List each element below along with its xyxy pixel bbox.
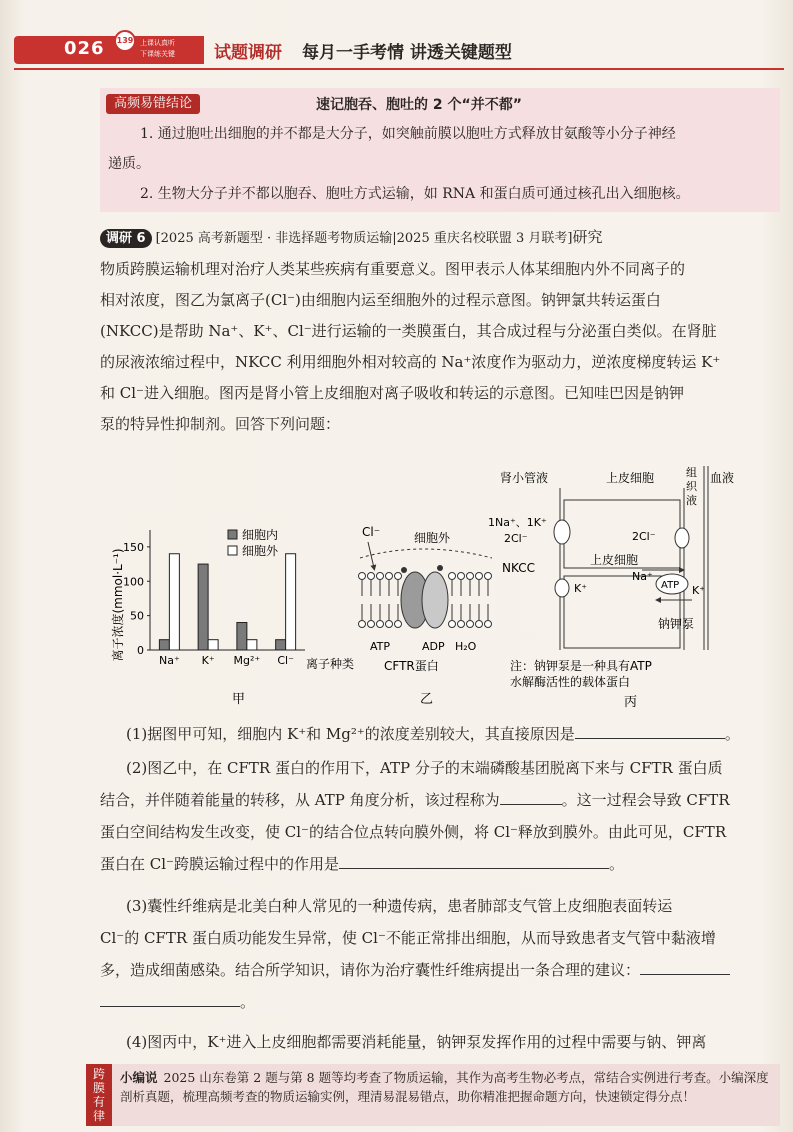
epithelial-top-label: 上皮细胞 xyxy=(606,471,655,485)
outside-label: 细胞外 xyxy=(414,531,451,545)
lipid-head xyxy=(449,621,456,628)
badge-icon: 139 xyxy=(114,30,136,52)
y-tick-label: 0 xyxy=(137,644,144,657)
note-line-2: 水解酶活性的载体蛋白 xyxy=(510,675,631,689)
x-tick-label: Cl⁻ xyxy=(277,654,294,667)
lipid-head xyxy=(395,573,402,580)
bar-out xyxy=(169,554,179,650)
x-tick-label: K⁺ xyxy=(201,654,215,667)
answer-blank[interactable] xyxy=(500,785,562,805)
bar-in xyxy=(276,640,286,650)
question-line-0: 调研 6 [2025 高考新题型 · 非选择题考物质运输|2025 重庆名校联盟 3 月联考]研究 xyxy=(100,222,780,254)
legend-in-label: 细胞内 xyxy=(242,528,279,542)
lipid-head xyxy=(377,573,384,580)
x-tick-label: Na⁺ xyxy=(158,654,180,667)
chart-xlabel: 离子种类 xyxy=(306,657,355,671)
cell-boundary-dashed xyxy=(360,549,492,558)
footer-text: 2025 山东卷第 2 题与第 8 题等均考查了物质运输，其作为高考生物必考点，常结合实例进行考查。小编深度剖析真题，梳理高频考查的物质运输实例，理清易混易错点，助你精准把握命题方向，快速锁定得分点！ xyxy=(120,1070,769,1104)
answer-blank[interactable] xyxy=(339,849,609,869)
bar-out xyxy=(286,554,296,650)
lipid-head xyxy=(386,573,393,580)
sub-question-2: (2)图乙中，在 CFTR 蛋白的作用下，ATP 分子的末端磷酸基团脱离下来与 CFTR 蛋白质 结合，并伴随着能量的转移，从 ATP 角度分析，该过程称为 。这一过程会导致 CFTR 蛋白空间结构发生改变，使 Cl⁻的结合位点转向膜外侧，将 Cl⁻释放到膜外。由此可见，CFTR 蛋白在 Cl⁻跨膜运输过程中的作用是 。 xyxy=(100,759,730,873)
atp-label: ATP xyxy=(370,640,391,653)
tubule-fluid-label: 肾小管液 xyxy=(500,471,549,485)
chart-ylabel: 离子浓度(mmol·L⁻¹) xyxy=(111,548,125,662)
header-divider xyxy=(14,68,784,70)
figure-bing-renal-diagram xyxy=(482,460,782,712)
bar-in xyxy=(237,623,247,651)
sub-question-3: (3)囊性纤维病是北美白种人常见的一种遗传病，患者肺部支气管上皮细胞表面转运 Cl⁻的 CFTR 蛋白质功能发生异常，使 Cl⁻不能正常排出细胞，从而导致患者支气管中黏液增 多，造成细菌感染。结合所学知识，请你为治疗囊性纤维病提出一条合理的建议： 。 xyxy=(100,890,780,1018)
lipid-head xyxy=(449,573,456,580)
adp-label: ADP xyxy=(422,640,445,653)
cl-channel xyxy=(675,528,689,548)
sub-question-1: (1)据图甲可知，细胞内 K⁺和 Mg²⁺的浓度差别较大，其直接原因是 。 xyxy=(100,718,780,750)
lipid-head xyxy=(467,573,474,580)
tip-point-1a: 1. 通过胞吐出细胞的并不都是大分子，如突触前膜以胞吐方式释放甘氨酸等小分子神经 xyxy=(140,126,676,142)
legend-out-swatch xyxy=(228,546,237,555)
sub-question-4: (4)图丙中，K⁺进入上皮细胞都需要消耗能量，钠钾泵发挥作用的过程中需要与钠、钾离 xyxy=(126,1033,707,1051)
tip-point-1b: 递质。 xyxy=(108,156,150,172)
bar-in xyxy=(198,564,208,650)
bar-out xyxy=(247,640,257,650)
cl-label: Cl⁻ xyxy=(362,525,381,539)
k-left-label: K⁺ xyxy=(574,582,588,595)
lipid-head xyxy=(377,621,384,628)
tip-point-2: 2. 生物大分子并不都以胞吞、胞吐方式运输，如 RNA 和蛋白质可通过核孔出入细胞核。 xyxy=(140,186,690,202)
question-line: (NKCC)是帮助 Na⁺、K⁺、Cl⁻进行运输的一类膜蛋白，其合成过程与分泌蛋白类似。在肾脏 xyxy=(100,322,717,340)
lipid-head xyxy=(359,573,366,580)
ions-in-label: 1Na⁺、1K⁺ xyxy=(488,516,547,529)
blood-label: 血液 xyxy=(710,471,735,485)
cftr-label: CFTR蛋白 xyxy=(384,659,439,673)
nkcc-label: NKCC xyxy=(502,561,535,575)
note-line-1: 注：钠钾泵是一种具有ATP xyxy=(510,659,652,673)
question-line: 泵的特异性抑制剂。回答下列问题： xyxy=(100,415,341,433)
header-slogan: 上课认真听 下课练关键 xyxy=(140,39,175,58)
figure-bing-caption: 丙 xyxy=(624,695,638,710)
footer-note xyxy=(90,1064,780,1126)
epithelial-mid-label: 上皮细胞 xyxy=(590,553,639,567)
lipid-head xyxy=(467,621,474,628)
cl-ion xyxy=(401,567,407,573)
header-title: 试题调研 xyxy=(214,43,282,63)
lipid-head xyxy=(368,573,375,580)
question-tag: 调研 6 xyxy=(100,229,152,248)
page-number: 026 xyxy=(64,38,105,59)
cl-in-label: 2Cl⁻ xyxy=(504,532,528,545)
legend-in-swatch xyxy=(228,530,237,539)
figure-yi-caption: 乙 xyxy=(420,692,434,707)
tip-tag: 高频易错结论 xyxy=(106,94,200,114)
na-label: Na⁺ xyxy=(632,570,653,583)
pump-label: 钠钾泵 xyxy=(658,617,695,631)
answer-blank[interactable] xyxy=(100,987,240,1007)
lipid-head xyxy=(368,621,375,628)
lipid-head xyxy=(395,621,402,628)
pump-atp-label: ATP xyxy=(661,580,680,591)
h2o-label: H₂O xyxy=(455,640,477,653)
question-line: 和 Cl⁻进入细胞。图丙是肾小管上皮细胞对离子吸收和转运的示意图。已知哇巴因是钠钾 xyxy=(100,384,684,402)
y-tick-label: 100 xyxy=(123,575,144,589)
header-subtitle: 每月一手考情 讲透关键题型 xyxy=(302,43,512,63)
lipid-head xyxy=(458,621,465,628)
cftr-subunit-right xyxy=(422,572,448,628)
y-tick-label: 150 xyxy=(123,540,144,554)
answer-blank[interactable] xyxy=(575,719,725,739)
lipid-head xyxy=(386,621,393,628)
question-source: [2025 高考新题型 · 非选择题考物质运输|2025 重庆名校联盟 3 月联考] xyxy=(155,231,573,246)
question-line: 相对浓度，图乙为氯离子(Cl⁻)由细胞内运至细胞外的过程示意图。钠钾氯共转运蛋白 xyxy=(100,291,661,309)
lipid-head xyxy=(359,621,366,628)
question-line: 物质跨膜运输机理对治疗人类某些疾病有重要意义。图甲表示人体某细胞内外不同离子的 xyxy=(100,260,686,278)
footer-tag: 跨 膜 有 律 xyxy=(86,1064,112,1126)
figure-jia-caption: 甲 xyxy=(232,692,246,707)
k-channel xyxy=(555,579,569,597)
x-tick-label: Mg²⁺ xyxy=(233,654,261,667)
tip-box xyxy=(100,88,780,212)
bar-in xyxy=(159,640,169,650)
question-stem xyxy=(100,222,780,440)
figure-jia-bar-chart xyxy=(110,510,355,710)
figure-yi-cftr-diagram xyxy=(352,520,502,710)
answer-blank[interactable] xyxy=(640,955,730,975)
cl-out-label: 2Cl⁻ xyxy=(632,530,656,543)
question-line: 的尿液浓缩过程中，NKCC 利用细胞外相对较高的 Na⁺浓度作为驱动力，逆浓度梯度转运 K⁺ xyxy=(100,353,721,371)
tissue-fluid-label: 组织液 xyxy=(686,466,697,507)
legend-out-label: 细胞外 xyxy=(242,544,279,558)
cl-ion xyxy=(437,565,443,571)
k-right-label: K⁺ xyxy=(692,584,706,597)
lipid-head xyxy=(458,573,465,580)
nkcc-transporter xyxy=(554,520,570,544)
bar-out xyxy=(208,640,218,650)
page-header xyxy=(14,30,784,70)
footer-title: 小编说 xyxy=(120,1070,158,1085)
tip-title: 速记胞吞、胞吐的 2 个“并不都” xyxy=(316,97,522,113)
y-tick-label: 50 xyxy=(130,609,144,623)
chart-bars xyxy=(159,554,295,650)
